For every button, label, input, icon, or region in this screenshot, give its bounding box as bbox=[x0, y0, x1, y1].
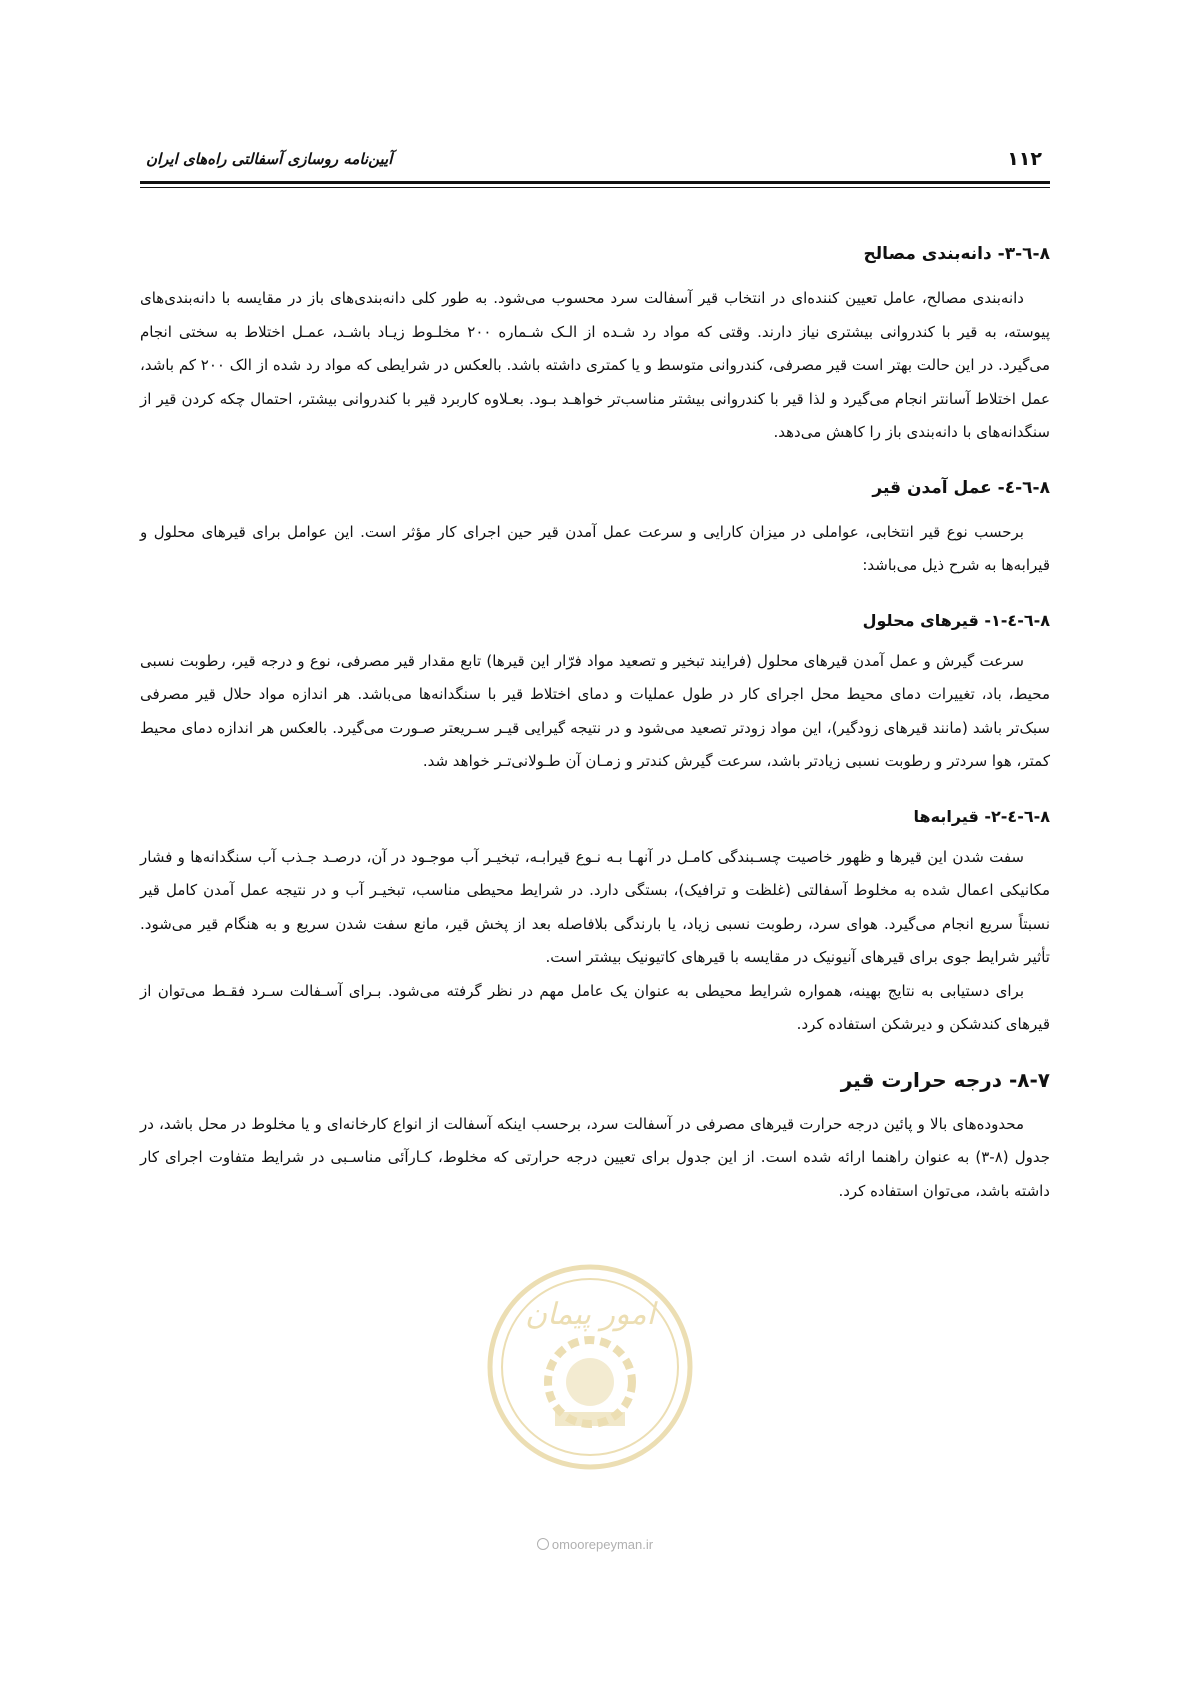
paragraph: برحسب نوع قیر انتخابی، عواملی در میزان کارایی و سرعت عمل آمدن قیر حین اجرای کار مؤثر است. این عوامل برای قیرهای محلول و قیرابه‌ها به شرح ذیل می‌باشد: bbox=[140, 522, 1050, 574]
paragraph: سرعت گیرش و عمل آمدن قیرهای محلول (فرایند تبخیر و تصعید مواد فرّار این قیرها) تابع مقدار قیر مصرفی، نوع و درجه قیر، رطوبت نسبی محیط، باد، تغییرات دمای محیط محل اجرای کار در طول عملیات و دمای اختلاط قیر با سنگدانه‌ها می‌باشد. هر اندازه مواد حلال قیر مصرفی سبک‌تر باشد (مانند قیرهای زودگیر)، این مواد زودتر تصعید می‌شود و در نتیجه گیرایی قیـر سـریعتر صـورت می‌گیرد. بالعکس هر اندازه دمای محیط کمتر، هوا سردتر و رطوبت نسبی زیادتر باشد، سرعت گیرش کندتر و زمـان آن طـولانی‌تـر خواهد شد. bbox=[140, 651, 1050, 770]
header-rule-thick bbox=[140, 181, 1050, 184]
section-heading-bitumen-curing: ۸-٦-٤- عمل آمدن قیر bbox=[872, 477, 1050, 498]
paragraph: برای دستیابی به نتایج بهینه، همواره شرایط محیطی به عنوان یک عامل مهم در نظر گرفته می‌شود. بـرای آسـفالت سـرد فقـط می‌توان از قیرهای کندشکن و دیرشکن استفاده کرد. bbox=[140, 981, 1050, 1033]
section-heading-aggregate-grading: ۸-٦-۳- دانه‌بندی مصالح bbox=[863, 244, 1050, 264]
page-header bbox=[140, 148, 1050, 174]
watermark-url: omoorepeyman.ir bbox=[510, 1537, 680, 1552]
watermark-seal-text: امور پیمان bbox=[525, 1297, 655, 1332]
watermark-seal bbox=[485, 1262, 695, 1472]
section-heading-bitumen-temperature: ۸-۷- درجه حرارت قیر bbox=[840, 1067, 1050, 1092]
paragraph: محدوده‌های بالا و پائین درجه حرارت قیرهای مصرفی در آسفالت سرد، برحسب اینکه آسفالت از انواع کارخانه‌ای و یا مخلوط در محل باشد، در جدول (۸-۳) به عنوان راهنما ارائه شده است. از این جدول برای تعیین درجه حرارتی که مخلوط، کـارآئی مناسـبی در شرایط متفاوت اجرای کار داشته باشد، می‌توان استفاده کرد. bbox=[140, 1114, 1050, 1200]
page-number: ۱۱۲ bbox=[1007, 148, 1042, 170]
running-title: آیین‌نامه روسازی آسفالتی راه‌های ایران bbox=[146, 150, 393, 168]
paragraph: دانه‌بندی مصالح، عامل تعیین کننده‌ای در انتخاب قیر آسفالت سرد محسوب می‌شود. به طور کلی دانه‌بندی‌های باز در مقایسه با دانه‌بندی‌های پیوسته، به قیر با کندروانی بیشتری نیاز دارند. وقتی که مواد رد شـده از الـک شـماره ۲۰۰ مخلـوط زیـاد باشـد، عمـل اختلاط به سختی انجام می‌گیرد. در این حالت بهتر است قیر مصرفی، کندروانی متوسط و یا کمتری داشته باشد. بالعکس در شرایطی که مواد رد شده از الک ۲۰۰ کم باشد، عمل اختلاط آسانتر انجام می‌گیرد و لذا قیر با کندروانی بیشتر مناسب‌تر خواهـد بـود. بعـلاوه کاربرد قیر با کندروانی بیشتر، احتمال چکه کردن قیر از سنگدانه‌های با دانه‌بندی باز را کاهش می‌دهد. bbox=[140, 289, 1050, 441]
header-rule-thin bbox=[140, 187, 1050, 188]
document-body bbox=[140, 240, 1050, 1224]
globe-icon bbox=[537, 1538, 549, 1550]
subsection-heading-emulsions: ۸-٦-٤-۲- قیرابه‌ها bbox=[913, 806, 1050, 826]
paragraph: سفت شدن این قیرها و ظهور خاصیت چسـبندگی کامـل در آنهـا بـه نـوع قیرابـه، تبخیـر آب موجـود در آن، درصـد جـذب آب سنگدانه‌ها و فشار مکانیکی اعمال شده به مخلوط آسفالتی (غلظت و ترافیک)، بستگی دارد. در شرایط محیطی مناسب، تبخیـر آب و در نتیجه عمل آمدن کامل قیر نسبتاً سریع انجام می‌گیرد. هوای سرد، رطوبت نسبی زیاد، یا بارندگی بلافاصله بعد از پخش قیر، مانع سفت شدن سریع و به هنگام قیر می‌شود. تأثیر شرایط جوی برای قیرهای آنیونیک در مقایسه با قیرهای کاتیونیک بیشتر است. bbox=[140, 847, 1050, 966]
subsection-heading-cutback-bitumen: ۸-٦-٤-۱- قیرهای محلول bbox=[862, 610, 1050, 630]
